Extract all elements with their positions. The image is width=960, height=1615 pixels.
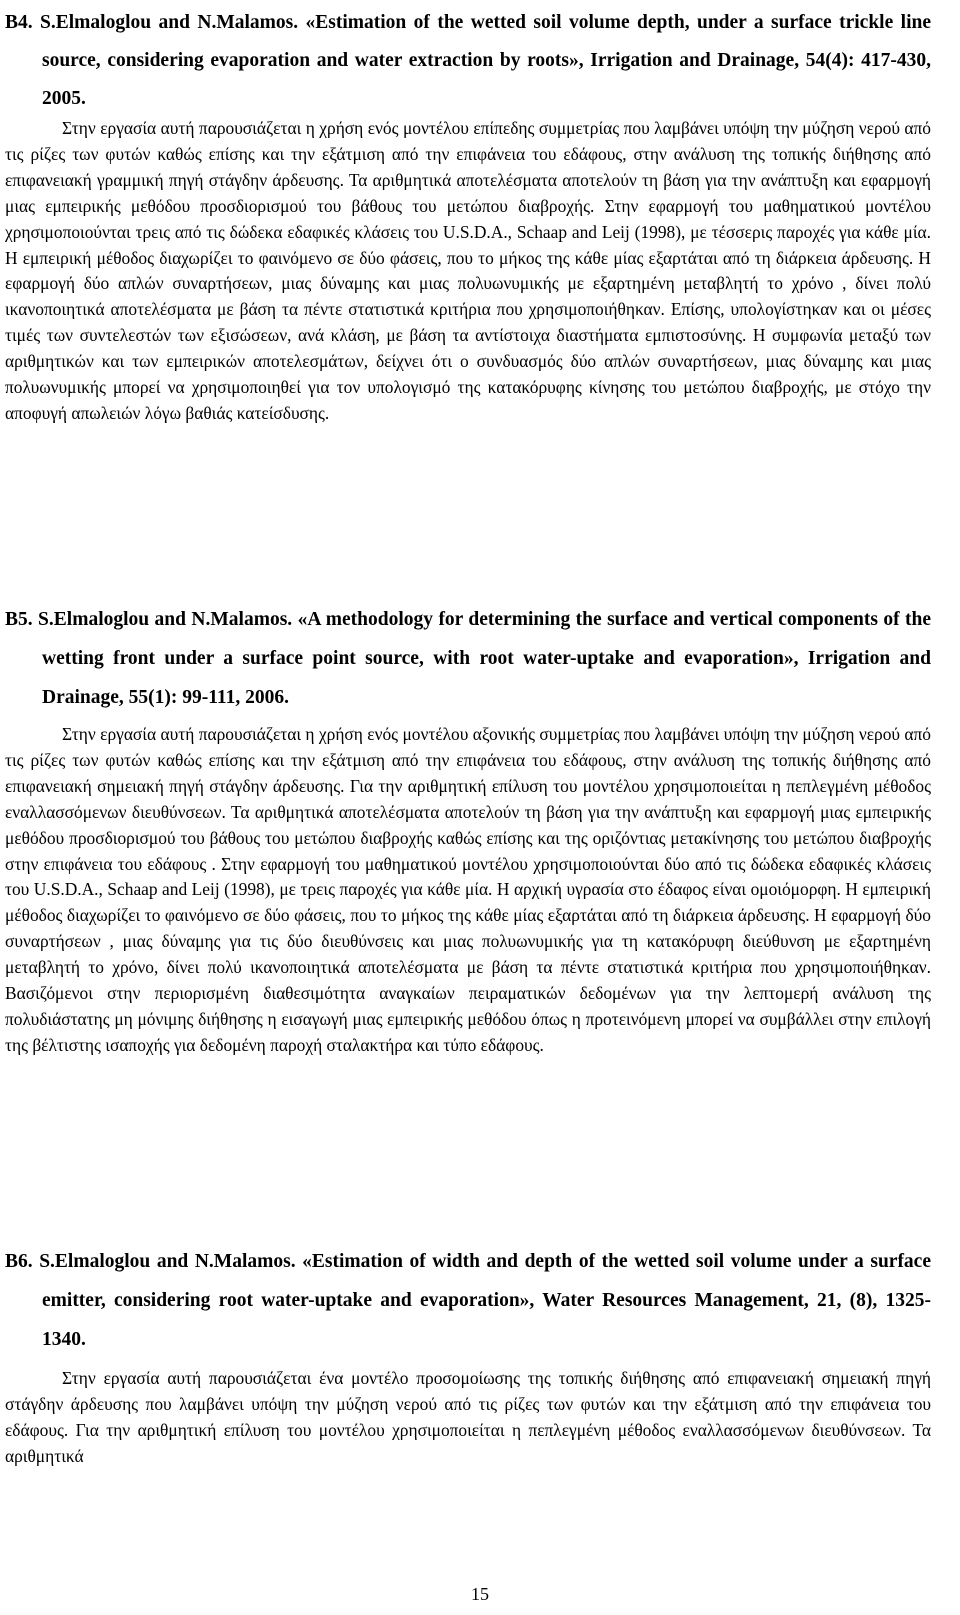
abstract-b4: Στην εργασία αυτή παρουσιάζεται η χρήση ενός μοντέλου επίπεδης συμμετρίας που λαμβάνει υπόψη την μύζηση νερού από τις ρίζες των φυτών καθώς επίσης και την εξάτμιση από την επιφάνεια του εδάφους, στην ανάλυση της τοπικής διήθησης από επιφανειακή γραμμική πηγή στάγδην άρδευσης. Τα αριθμητικά αποτελέσματα αποτελούν τη βάση για την ανάπτυξη και εφαρμογή μιας εμπειρικής μεθόδου προσδιορισμού του βάθους του μετώπου διαβροχής. Στην εφαρμογή του μαθηματικού μοντέλου χρησιμοποιούνται τρεις από τις δώδεκα εδαφικές κλάσεις του U.S.D.A., Schaap and Leij (1998), με τέσσερις παροχές για κάθε μία. Η εμπειρική μέθοδος διαχωρίζει το φαινόμενο σε δύο φάσεις, που το μήκος της κάθε μίας εξαρτάται από τη διάρκεια άρδευσης. Η εφαρμογή δύο απλών συναρτήσεων, μιας δύναμης και μιας πολυωνυμικής με εξαρτημένη μεταβλητή το χρόνο , δίνει πολύ ικανοποιητικά αποτελέσματα με βάση τα πέντε στατιστικά κριτήρια που χρησιμοποιήθηκαν. Επίσης, υπολογίστηκαν και οι μέσες τιμές των συντελεστών των εξισώσεων, ανά κλάση, με βάση τα αντίστοιχα διαστήματα εμπιστοσύνης. Η συμφωνία μεταξύ των αριθμητικών και των εμπειρικών αποτελεσμάτων, δείχνει ότι ο συνδυασμός δύο απλών συναρτήσεων, μιας δύναμης και μιας πολυωνυμικής μπορεί να χρησιμοποιηθεί για τον υπολογισμό της κατακόρυφης κίνησης του μετώπου διαβροχής, με στόχο την αποφυγή απωλειών λόγω βαθιάς κατείσδυσης. — [5, 118, 931, 423]
reference-b6 — [5, 1242, 931, 1359]
reference-b5 — [5, 600, 931, 717]
abstract-b6: Στην εργασία αυτή παρουσιάζεται ένα μοντέλο προσομοίωσης της τοπικής διήθησης από επιφανειακή σημειακή πηγή στάγδην άρδευσης που λαμβάνει υπόψη την μύζηση νερού από τις ρίζες των φυτών και την εξάτμιση από την επιφάνεια του εδάφους. Για την αριθμητική επίλυση του μοντέλου χρησιμοποιείται η πεπλεγμένη μέθοδος εναλλασσόμενων διευθύνσεων. Τα αριθμητικά — [5, 1368, 931, 1466]
citation-b5: B5. S.Elmaloglou and N.Malamos. «A methodology for determining the surface and vertical components of the wetting front under a surface point source, with root water-uptake and evaporation», Irrigation and Drainage, 55(1): 99-111, 2006. — [5, 609, 931, 708]
reference-b4 — [5, 4, 931, 118]
abstract-b5: Στην εργασία αυτή παρουσιάζεται η χρήση ενός μοντέλου αξονικής συμμετρίας που λαμβάνει υπόψη την μύζηση νερού από τις ρίζες των φυτών καθώς επίσης και την εξάτμιση από την επιφάνεια του εδάφους, στην ανάλυση της τοπικής διήθησης από επιφανειακή σημειακή πηγή στάγδην άρδευσης. Για την αριθμητική επίλυση του μοντέλου χρησιμοποιείται η πεπλεγμένη μέθοδος εναλλασσόμενων διευθύνσεων. Τα αριθμητικά αποτελέσματα αποτελούν τη βάση για την ανάπτυξη και εφαρμογή μιας εμπειρικής μεθόδου προσδιορισμού του βάθους του μετώπου διαβροχής καθώς επίσης και της οριζόντιας μετακίνησης του μετώπου διαβροχής στην επιφάνεια του εδάφους . Στην εφαρμογή του μαθηματικού μοντέλου χρησιμοποιούνται δύο από τις δώδεκα εδαφικές κλάσεις του U.S.D.A., Schaap and Leij (1998), με τρεις παροχές για κάθε μία. Η αρχική υγρασία στο έδαφος είναι ομοιόμορφη. Η εμπειρική μέθοδος διαχωρίζει το φαινόμενο σε δύο φάσεις, που το μήκος της κάθε μίας εξαρτάται από τη διάρκεια άρδευσης. Η εφαρμογή δύο συναρτήσεων , μιας δύναμης για τις δύο διευθύνσεις και μιας πολυωνυμικής για τη κατακόρυφη διεύθυνση με εξαρτημένη μεταβλητή το χρόνο, δίνει πολύ ικανοποιητικά αποτελέσματα με βάση τα πέντε στατιστικά κριτήρια που χρησιμοποιήθηκαν. Βασιζόμενοι στην περιορισμένη διαθεσιμότητα αναγκαίων πειραματικών δεδομένων για την λεπτομερή ανάλυση της πολυδιάστατης μη μόνιμης διήθησης η εισαγωγή μιας εμπειρικής μεθόδου όπως η προτεινόμενη μπορεί να συμβάλλει στην επιλογή της βέλτιστης ισαποχής για δεδομένη παροχή σταλακτήρα και τύπο εδάφους. — [5, 724, 931, 1055]
citation-b4: B4. S.Elmaloglou and N.Malamos. «Estimation of the wetted soil volume depth, under a surface trickle line source, considering evaporation and water extraction by roots», Irrigation and Drainage, 54(4): 417-430, 2005. — [5, 12, 931, 109]
page-number: 15 — [471, 1584, 489, 1604]
citation-b6: B6. S.Elmaloglou and N.Malamos. «Estimation of width and depth of the wetted soil volume under a surface emitter, considering root water-uptake and evaporation», Water Resources Management, 21, (8), 1325-1340. — [5, 1251, 931, 1350]
